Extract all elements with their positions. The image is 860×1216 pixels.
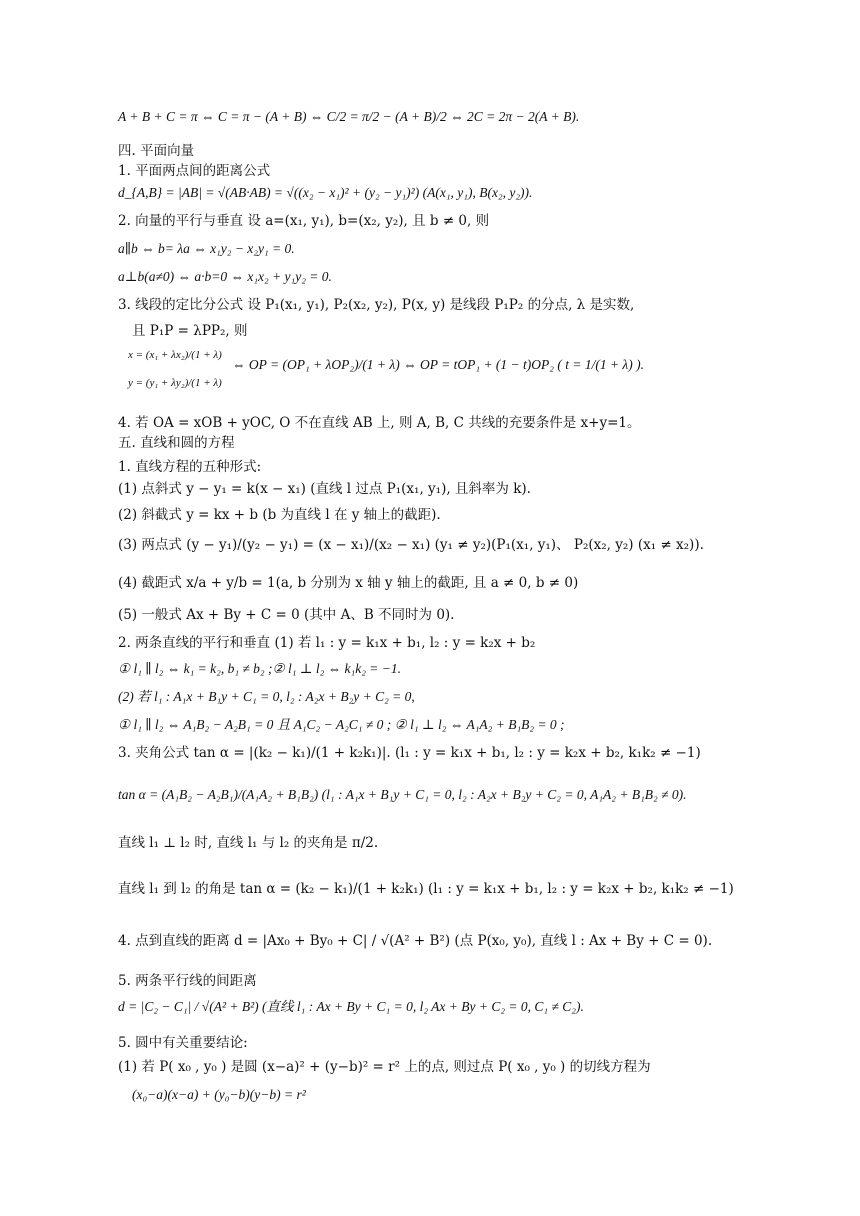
perpendicular-angle-note: 直线 l₁ ⊥ l₂ 时, 直线 l₁ 与 l₂ 的夹角是 π/2. [118,835,379,851]
section-heading-lines-circles: 五. 直线和圆的方程 [118,435,235,451]
angle-formula-slopes: 3. 夹角公式 tan α = |(k₂ − k₁)/(1 + k₂k₁)|. (l₁ : y = k₁x + b₁, l₂ : y = k₂x + b₂, k₁k₂ ≠ −1) [118,745,701,761]
intercept-form: (4) 截距式 x/a + y/b = 1(a, b 分别为 x 轴 y 轴上的截距, 且 a ≠ 0, b ≠ 0) [118,575,579,591]
section-formula-ratio: 且 P₁P = λPP₂, 则 [132,323,248,339]
two-point-form: (3) 两点式 (y − y₁)/(y₂ − y₁) = (x − x₁)/(x₂ − x₁) (y₁ ≠ y₂)(P₁(x₁, y₁)、 P₂(x₂, y₂) (x₁ ≠ x₂)). [118,537,704,553]
collinear-condition: 4. 若 OA = xOB + yOC, O 不在直线 AB 上, 则 A, B, C 共线的充要条件是 x+y=1。 [118,415,641,431]
point-line-distance: 4. 点到直线的距离 d = |Ax₀ + By₀ + C| / √(A² + B²) (点 P(x₀, y₀), 直线 l : Ax + By + C = 0). [118,933,713,949]
subheading-line-forms: 1. 直线方程的五种形式: [118,459,262,475]
subheading-parallel-distance: 5. 两条平行线的间距离 [118,973,257,989]
section-formula-vector: ⇔ OP = (OP₁ + λOP₂)/(1 + λ) ⇔ OP = tOP₁ + (1 − t)OP₂ ( t = 1/(1 + λ) ). [232,357,645,372]
parallel-condition: a∥b ⇔ b= λa ⇔ x₁y₂ − x₂y₁ = 0. [118,241,295,256]
perpendicular-condition: a⊥b(a≠0) ⇔ a·b=0 ⇔ x₁x₂ + y₁y₂ = 0. [118,269,332,284]
tangent-line-equation: (x₀−a)(x−a) + (y₀−b)(y−b) = r² [132,1087,306,1102]
distance-formula: d_{A,B} = |AB| = √(AB·AB) = √((x₂ − x₁)² + (y₂ − y₁)²) (A(x₁, y₁), B(x₂, y₂)). [118,185,533,200]
trig-identity-line: A + B + C = π ⇔ C = π − (A + B) ⇔ C/2 = π/2 − (A + B)/2 ⇔ 2C = 2π − 2(A + B). [118,109,580,124]
point-slope-form: (1) 点斜式 y − y₁ = k(x − x₁) (直线 l 过点 P₁(x₁, y₁), 且斜率为 k). [118,481,531,497]
angle-formula-general: tan α = (A₁B₂ − A₂B₁)/(A₁A₂ + B₁B₂) (l₁ : A₁x + B₁y + C₁ = 0, l₂ : A₂x + B₂y + C₂ = 0, A₁A₂ + B₁B₂ ≠ 0). [118,787,687,802]
tangent-line-condition: (1) 若 P( x₀ , y₀ ) 是圆 (x−a)² + (y−b)² = r² 上的点, 则过点 P( x₀ , y₀ ) 的切线方程为 [118,1059,651,1075]
general-parallel-perpendicular: ① l₁ ∥ l₂ ⇔ A₁B₂ − A₂B₁ = 0 且 A₁C₂ − A₂C₁ ≠ 0 ; ② l₁ ⊥ l₂ ⇔ A₁A₂ + B₁B₂ = 0 ; [118,717,565,732]
subheading-distance-formula: 1. 平面两点间的距离公式 [118,163,271,179]
slope-parallel-perpendicular: ① l₁ ∥ l₂ ⇔ k₁ = k₂, b₁ ≠ b₂ ;② l₁ ⊥ l₂ ⇔ k₁k₂ = −1. [118,661,402,676]
section-formula-x: x = (x₁ + λx₂)/(1 + λ) [128,349,222,361]
slope-intercept-form: (2) 斜截式 y = kx + b (b 为直线 l 在 y 轴上的截距). [118,507,441,523]
general-form: (5) 一般式 Ax + By + C = 0 (其中 A、B 不同时为 0). [118,607,455,623]
subheading-parallel-perpendicular-lines: 2. 两条直线的平行和垂直 (1) 若 l₁ : y = k₁x + b₁, l₂ : y = k₂x + b₂ [118,635,536,651]
section-formula-y: y = (y₁ + λy₂)/(1 + λ) [128,377,222,389]
directed-angle-formula: 直线 l₁ 到 l₂ 的角是 tan α = (k₂ − k₁)/(1 + k₂k₁) (l₁ : y = k₁x + b₁, l₂ : y = k₂x + b₂, k₁k₂ ≠ −1) [118,881,734,897]
parallel-lines-distance: d = |C₂ − C₁| / √(A² + B²) (直线 l₁ : Ax + By + C₁ = 0, l₂ Ax + By + C₂ = 0, C₁ ≠ C₂). [118,999,584,1014]
subheading-parallel-perpendicular: 2. 向量的平行与垂直 设 a=(x₁, y₁), b=(x₂, y₂), 且 b ≠ 0, 则 [118,213,490,229]
subheading-section-formula: 3. 线段的定比分公式 设 P₁(x₁, y₁), P₂(x₂, y₂), P(x, y) 是线段 P₁P₂ 的分点, λ 是实数, [118,297,635,313]
general-lines-given: (2) 若 l₁ : A₁x + B₁y + C₁ = 0, l₂ : A₂x + B₂y + C₂ = 0, [118,689,415,704]
section-heading-vectors: 四. 平面向量 [118,143,195,159]
subheading-circle-results: 5. 圆中有关重要结论: [118,1035,248,1051]
